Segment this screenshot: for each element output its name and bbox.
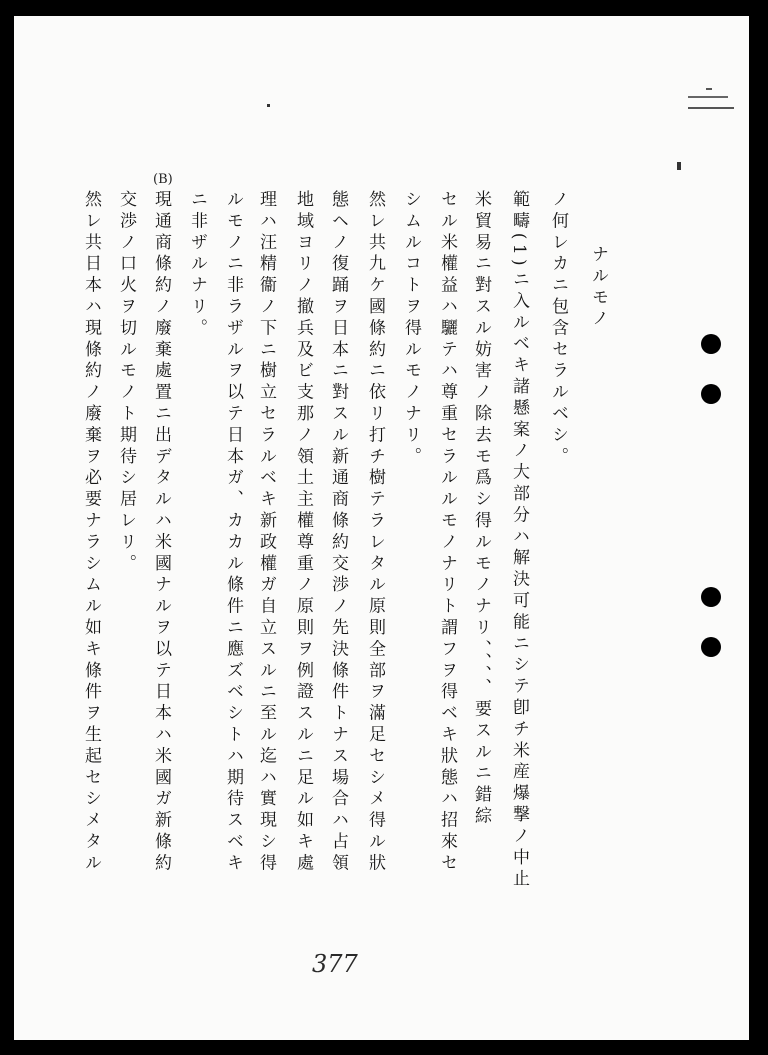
binder-hole — [701, 334, 721, 354]
text-column: 態ヘノ復踊ヲ日本ニ對スル新通商條約交渉ノ先決條件トナス場合ハ占領 — [328, 190, 348, 875]
scan-speck — [267, 104, 270, 107]
binder-hole — [701, 637, 721, 657]
scan-border-right — [749, 0, 768, 1055]
text-column: 交渉ノ口火ヲ切ルモノト期待シ居レリ。 — [116, 190, 136, 576]
text-column: セル米權益ハ驪テハ尊重セラルルモノナリト謂フヲ得ベキ狀態ハ招來セ — [437, 190, 457, 875]
text-column: ノ何レカニ包含セラルベシ。 — [548, 190, 568, 469]
text-column: ルモノニ非ラザルヲ以テ日本ガ、カカル條件ニ應ズベシトハ期待スベキ — [223, 190, 243, 875]
margin-stamp-mark — [688, 88, 738, 122]
section-label: (B) — [153, 172, 173, 187]
scan-speck — [677, 162, 681, 170]
text-column: 然レ共日本ハ現條約ノ廢棄ヲ必要ナラシムル如キ條件ヲ生起セシメタル — [81, 190, 101, 875]
scan-border-left — [0, 0, 14, 1055]
text-column: 現通商條約ノ廢棄處置ニ出デタルハ米國ナルヲ以テ日本ハ米國ガ新條約 — [151, 190, 171, 875]
page-number: 377 — [312, 950, 358, 978]
text-column: シムルコトヲ得ルモノナリ。 — [401, 190, 421, 469]
text-column: ニ非ザルナリ。 — [187, 190, 207, 340]
text-column: 理ハ汪精衞ノ下ニ樹立セラルベキ新政權ガ自立スルニ至ル迄ハ實現シ得 — [256, 190, 276, 875]
binder-hole — [701, 587, 721, 607]
text-column: 然レ共九ケ國條約ニ依リ打チ樹テラレタル原則全部ヲ滿足セシメ得ル狀 — [365, 190, 385, 875]
text-column: 米貿易ニ對スル妨害ノ除去モ爲シ得ルモノナリ、、、、要スルニ錯綜 — [471, 190, 491, 828]
text-column: ナルモノ — [588, 245, 608, 331]
text-column: 範疇(1)ニ入ルベキ諸懸案ノ大部分ハ解決可能ニシテ卽チ米産爆撃ノ中止 — [509, 190, 529, 891]
text-column: 地域ヨリノ撤兵及ビ支那ノ領土主權尊重ノ原則ヲ例證スルニ足ル如キ處 — [293, 190, 313, 875]
binder-hole — [701, 384, 721, 404]
scan-border-top — [0, 0, 768, 16]
scan-border-bottom — [0, 1040, 768, 1055]
